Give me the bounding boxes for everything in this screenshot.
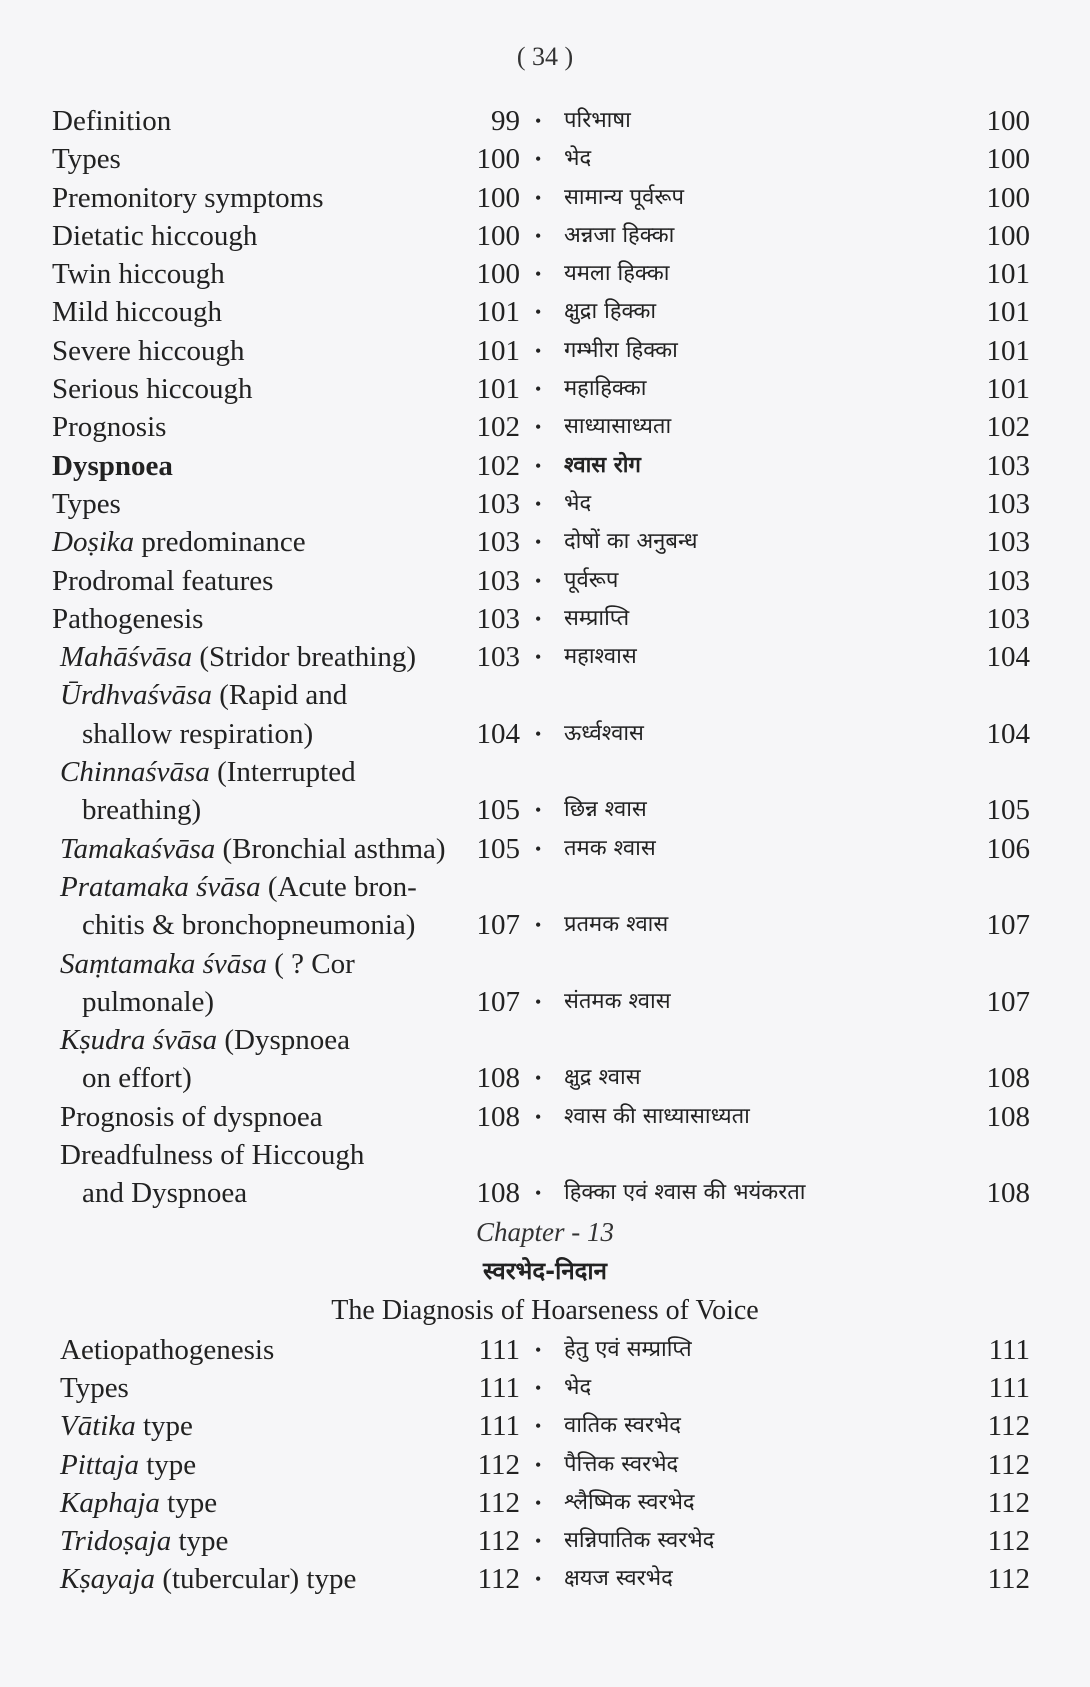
toc-entry: Definition 99 • परिभाषा 100: [52, 105, 1030, 137]
toc-entry: Types 111 • भेद 111: [60, 1371, 1030, 1404]
toc-entry: Mahāśvāsa (Stridor breathing) 103 • महाश्वास 104: [60, 641, 1030, 674]
toc-entry: Dietatic hiccough 100 • अन्नजा हिक्का 100: [52, 219, 1030, 252]
toc-entry: Kaphaja type 112 • श्लैष्मिक स्वरभेद 112: [60, 1486, 1030, 1519]
toc-entry: Kṣudra śvāsa (Dyspnoea on effort) 108 • क्षुद्र श्वास 108: [60, 1024, 1030, 1095]
toc-entry: Prognosis 102 • साध्यासाध्यता 102: [52, 411, 1030, 444]
toc-entry: Prodromal features 103 • पूर्वरूप 103: [52, 564, 1030, 597]
chapter-english-title: The Diagnosis of Hoarseness of Voice: [331, 1294, 759, 1326]
toc-entry: Pittaja type 112 • पैत्तिक स्वरभेद 112: [60, 1448, 1030, 1481]
chapter-hindi-title: स्वरभेद-निदान: [483, 1256, 607, 1285]
toc-entry: Types 103 • भेद 103: [52, 487, 1030, 520]
toc-entry: Mild hiccough 101 • क्षुद्रा हिक्का 101: [52, 296, 1030, 329]
toc-entry: Chinnaśvāsa (Interrupted breathing) 105 • छिन्न श्वास 105: [60, 756, 1030, 827]
toc-entry: Aetiopathogenesis 111 • हेतु एवं सम्प्राप्ति 111: [60, 1333, 1030, 1366]
toc-entry: Serious hiccough 101 • महाहिक्का 101: [52, 373, 1030, 406]
toc-entry: Premonitory symptoms 100 • सामान्य पूर्वरूप 100: [52, 181, 1030, 214]
toc-entry: Pratamaka śvāsa (Acute bron- chitis & bronchopneumonia) 107 • प्रतमक श्वास 107: [60, 870, 1030, 942]
toc-entry: Dreadfulness of Hiccough and Dyspnoea 108 • हिक्का एवं श्वास की भयंकरता 108: [60, 1139, 1030, 1210]
toc-entry-heading: Dyspnoea 102 • श्वास रोग 103: [52, 449, 1030, 482]
toc-entry: Doṣika predominance 103 • दोषों का अनुबन्ध 103: [52, 526, 1030, 559]
toc-entry: Kṣayaja (tubercular) type 112 • क्षयज स्वरभेद 112: [60, 1563, 1030, 1596]
toc-entry: Tamakaśvāsa (Bronchial asthma) 105 • तमक श्वास 106: [60, 832, 1030, 865]
toc-entry: Twin hiccough 100 • यमला हिक्का 101: [52, 258, 1030, 291]
toc-entry: Prognosis of dyspnoea 108 • श्वास की साध्यासाध्यता 108: [60, 1100, 1030, 1133]
toc-entry: Vātika type 111 • वातिक स्वरभेद 112: [60, 1410, 1030, 1443]
table-of-contents: [0, 102, 1090, 1599]
toc-entry: Types 100 • भेद 100: [52, 143, 1030, 176]
page-number: ( 34 ): [516, 42, 574, 71]
chapter-label: Chapter - 13: [476, 1216, 614, 1247]
toc-entry: Pathogenesis 103 • सम्प्राप्ति 103: [52, 602, 1030, 635]
chapter-heading: [0, 1213, 1090, 1331]
toc-entry: Ūrdhvaśvāsa (Rapid and shallow respiration) 104 • ऊर्ध्वश्वास 104: [60, 679, 1030, 750]
toc-entry: Severe hiccough 101 • गम्भीरा हिक्का 101: [52, 334, 1030, 367]
toc-entry: Saṃtamaka śvāsa ( ? Cor pulmonale) 107 • संतमक श्वास 107: [60, 947, 1030, 1018]
toc-entry: Tridoṣaja type 112 • सन्निपातिक स्वरभेद 112: [60, 1525, 1030, 1558]
